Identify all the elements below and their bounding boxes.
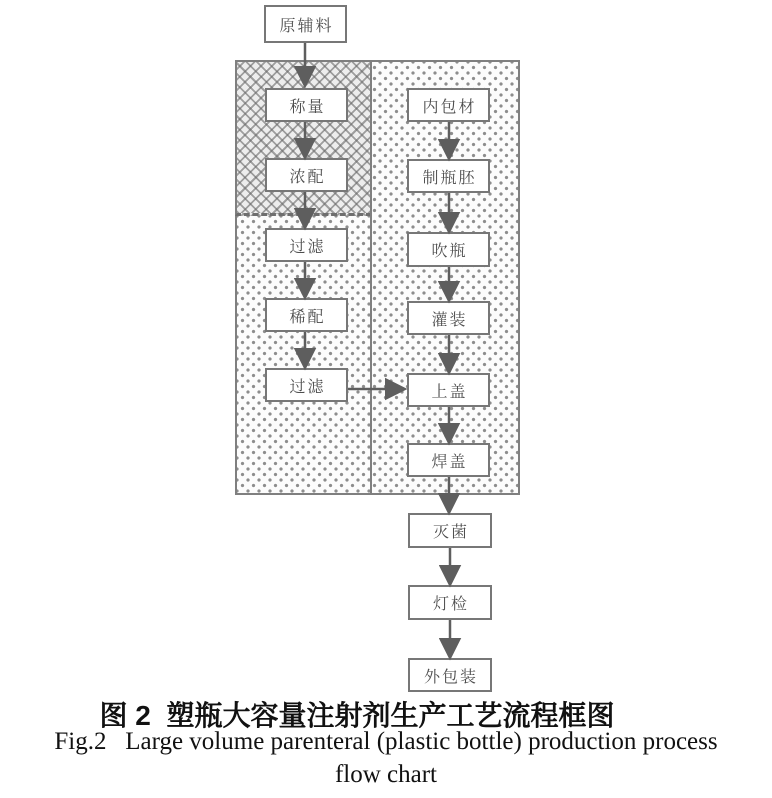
flow-box-bottle-preform: 制瓶胚: [407, 159, 490, 193]
flow-box-sterilization: 灭菌: [408, 513, 492, 548]
region-divider-line: [370, 60, 372, 495]
figure-caption-en-line2: flow chart: [334, 761, 438, 788]
flow-box-weighing: 称量: [265, 88, 348, 122]
flow-box-filtration-1: 过滤: [265, 228, 348, 262]
flow-box-inner-packaging-material: 内包材: [407, 88, 490, 122]
flow-box-dilute-prep: 稀配: [265, 298, 348, 332]
flow-box-filtration-2: 过滤: [265, 368, 348, 402]
flow-box-outer-packaging: 外包装: [408, 658, 492, 692]
flow-box-raw-materials: 原辅料: [264, 5, 347, 43]
crosshatched-weighing-region: [235, 60, 372, 216]
figure-caption-zh: 图 2 塑瓶大容量注射剂生产工艺流程框图: [99, 700, 615, 731]
flow-box-concentrated-prep: 浓配: [265, 158, 348, 192]
flow-box-light-inspection: 灯检: [408, 585, 492, 620]
flow-box-blow-bottle: 吹瓶: [407, 232, 490, 267]
flow-box-capping: 上盖: [407, 373, 490, 407]
flow-box-cap-welding: 焊盖: [407, 443, 490, 477]
flow-box-filling: 灌装: [407, 301, 490, 335]
figure-caption-en: Fig.2 Large volume parenteral (plastic bottle) production process: [54, 728, 718, 755]
